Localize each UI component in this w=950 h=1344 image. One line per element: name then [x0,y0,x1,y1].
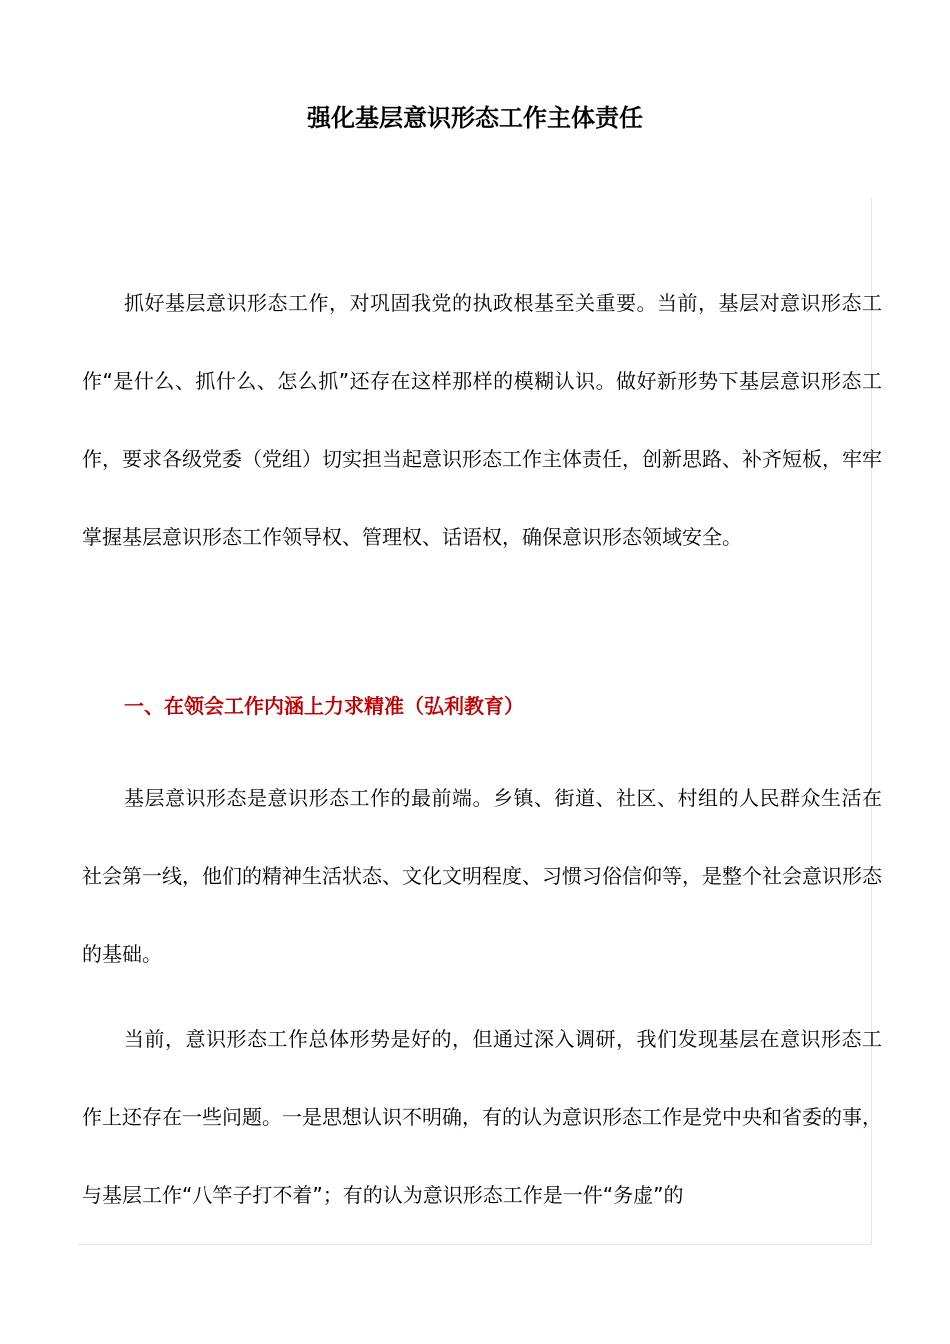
page-title: 强化基层意识形态工作主体责任 [307,104,643,132]
page-frame-bottom-edge [78,1244,872,1245]
paragraph-section1-a: 基层意识形态是意识形态工作的最前端。乡镇、街道、社区、村组的人民群众生活在社会第一线，他们的精神生活状态、文化文明程度、习惯习俗信仰等，是整个社会意识形态的基础。 [82,786,882,966]
section-heading-1: 一、在领会工作内涵上力求精准（弘利教育） [124,694,524,718]
paragraph-section1-b: 当前，意识形态工作总体形势是好的，但通过深入调研，我们发现基层在意识形态工作上还存在一些问题。一是思想认识不明确，有的认为意识形态工作是党中央和省委的事，与基层工作“八竿子打不着”；有的认为意识形态工作是一件“务虚”的 [82,1027,882,1207]
paragraph-intro: 抓好基层意识形态工作，对巩固我党的执政根基至关重要。当前，基层对意识形态工作“是什么、抓什么、怎么抓”还存在这样那样的模糊认识。做好新形势下基层意识形态工作，要求各级党委（党组）切实担当起意识形态工作主体责任，创新思路、补齐短板，牢牢掌握基层意识形态工作领导权、管理权、话语权，确保意识形态领域安全。 [82,291,882,549]
